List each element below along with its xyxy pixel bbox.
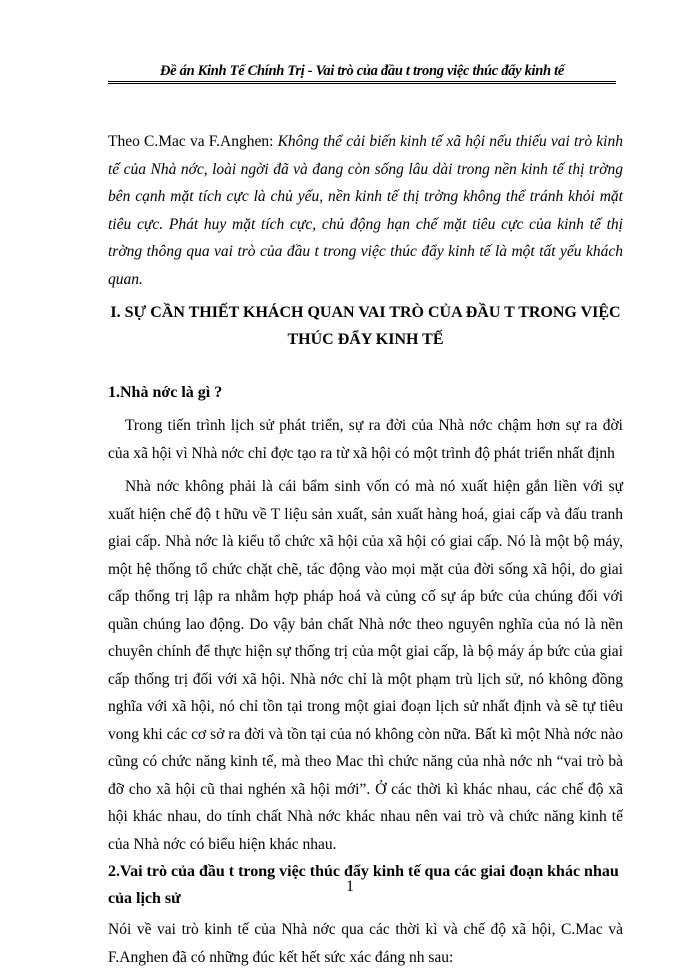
intro-quote: Không thể cải biến kinh tế xã hội nếu thiếu vai trò kinh tế của Nhà nớc, loài ngời đã và đang còn sống lâu dài trong nền kinh tế thị trờng bên cạnh mặt tích cực là chủ yếu, nền kinh tế thị trờng không thể tránh khỏi mặt tiêu cực. Phát huy mặt tích cực, chủ động hạn chế mặt tiêu cực của kinh tế thị trờng thông qua vai trò của đầu t trong việc thúc đẩy kinh tế là một tất yếu khách quan. — [108, 133, 623, 288]
running-header — [108, 62, 616, 86]
subsection-1-paragraph-1: Trong tiến trình lịch sử phát triển, sự ra đời của Nhà nớc chậm hơn sự ra đời của xã hội vì Nhà nớc chỉ đợc tạo ra từ xã hội có một trình độ phát triển nhất định — [108, 417, 623, 462]
subsection-1-paragraph-2: Nhà nớc không phải là cái bẩm sinh vốn có mà nó xuất hiện gắn liền với sự xuất hiện chế độ t hữu về T liệu sản xuất, sản xuất hàng hoá, giai cấp và đấu tranh giai cấp. Nhà nớc là kiểu tổ chức xã hội của xã hội có giai cấp. Nó là một bộ máy, một hệ thống tổ chức chặt chẽ, tác động vào mọi mặt của đời sống xã hội, do giai cấp thống trị lập ra nhằm hợp pháp hoá và củng cố sự áp bức của chúng đối với quần chúng lao động. Do vậy bản chất Nhà nớc theo nguyên nghĩa của nó là nền chuyên chính để thực hiện sự thống trị của một giai cấp, là bộ máy áp bức của giai cấp thống trị đối với xã hội. Nhà nớc chỉ là một phạm trù lịch sử, nó không đồng nghĩa với xã hội, nó chỉ tồn tại trong một giai đoạn lịch sử nhất định và sẽ tự tiêu vong khi các cơ sở ra đời và tồn tại của nó không còn nữa. Bất kì một Nhà nớc nào cũng có chức năng kinh tế, mà theo Mac thì chức năng của nhà nớc nh “vai trò bà đỡ cho xã hội cũ thai nghén xã hội mới”. Ở các thời kì khác nhau, các chế độ xã hội khác nhau, do tính chất Nhà nớc khác nhau nên vai trò và chức năng kinh tế của Nhà nớc có biểu hiện khác nhau. — [108, 478, 623, 853]
intro-lead: Theo C.Mac va F.Anghen: — [108, 133, 278, 150]
subsection-2-heading: 2.Vai trò của đầu t trong việc thúc đẩy kinh tế qua các giai đoạn khác nhau của lịch sử — [108, 863, 619, 907]
intro-paragraph — [108, 128, 623, 293]
document-body — [108, 128, 623, 971]
header-rule — [108, 81, 616, 84]
section-number: I. — [110, 304, 121, 321]
section-heading — [108, 299, 623, 353]
section-title: SỰ CẦN THIẾT KHÁCH QUAN VAI TRÒ CỦA ĐẦU T TRONG VIỆC THÚC ĐẨY KINH TẾ — [124, 304, 621, 348]
header-title: Đề án Kinh Tế Chính Trị - Vai trò của đầu t trong việc thúc đẩy kinh tế — [160, 63, 564, 79]
subsection-1-heading: 1.Nhà nớc là gì ? — [108, 384, 223, 401]
page-number: 1 — [346, 878, 354, 895]
subsection-2-paragraph-1: Nói về vai trò kinh tế của Nhà nớc qua các thời kì và chế độ xã hội, C.Mac và F.Anghen đã có những đúc kết hết sức xác đáng nh sau: — [108, 921, 623, 966]
